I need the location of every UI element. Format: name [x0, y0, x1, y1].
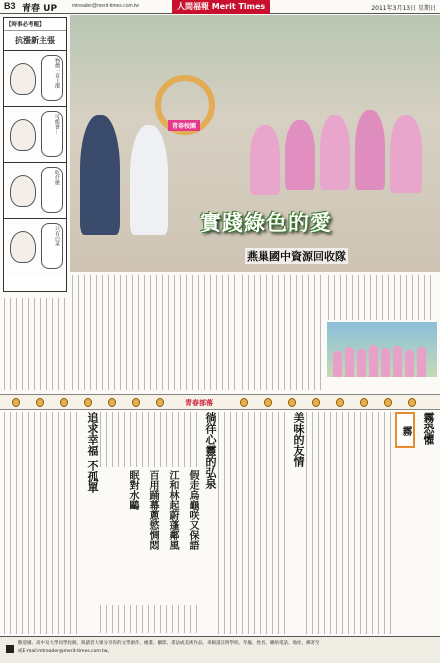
comic-panel — [4, 107, 66, 163]
comic-strip — [3, 17, 67, 292]
poem — [108, 470, 203, 600]
speech-bubble: 只有白菜 — [41, 223, 63, 269]
footer-line: 歡迎國、高中及大學同學投稿，與讀者大眾分享你的文學創作、繪畫、攝影、書法或美術作品。來稿請註明學校、年級、姓名、聯絡電話、地址，郵寄至 — [18, 641, 320, 646]
pig-icon — [312, 398, 320, 407]
character-figure — [10, 119, 36, 151]
speech-bubble: 吃什麼 — [41, 167, 63, 213]
section-tag: 青春校園 — [168, 120, 200, 131]
feature-subhead: 燕巢國中資源回收隊 — [247, 250, 346, 263]
speech-bubble: 物價一直上漲 — [41, 55, 63, 101]
pig-icon — [288, 398, 296, 407]
poem-line: 江和林起蔚蓬鄰風 — [167, 470, 178, 550]
page-number: B3 — [4, 1, 16, 11]
footer-line: 或E-mail:mtreader@merit-times.com.tw。 — [18, 649, 113, 654]
comic-title: 抗漲新主張 — [4, 31, 66, 51]
student-figure — [285, 120, 315, 190]
character-figure — [10, 231, 36, 263]
article-title: 霧恐懼 — [422, 412, 435, 445]
article-body — [4, 298, 68, 390]
student-figure — [320, 115, 350, 190]
student-figure — [250, 125, 280, 195]
student-figure — [381, 348, 390, 377]
header-email: mtreader@merit-times.com.tw — [72, 3, 140, 9]
speech-bubble: 可能會… — [41, 111, 63, 157]
article-title: 追求幸福 不孤單 — [86, 412, 99, 493]
pig-icon — [240, 398, 248, 407]
brand-logo: 人間福報 Merit Times — [172, 0, 270, 14]
student-figure — [369, 345, 378, 377]
article-title: 美味的友情 — [292, 412, 305, 467]
comic-panel — [4, 219, 66, 275]
article-body — [242, 275, 324, 390]
pig-icon — [336, 398, 344, 407]
student-figure — [333, 351, 342, 377]
group-photo — [327, 322, 437, 377]
pig-icon — [36, 398, 44, 407]
article-body — [328, 275, 436, 320]
student-figure — [130, 125, 168, 235]
submission-footer — [0, 636, 440, 663]
article-body — [156, 275, 238, 390]
article-body — [72, 275, 152, 390]
comic-panel — [4, 51, 66, 107]
student-figure — [345, 347, 354, 377]
pig-icon — [108, 398, 116, 407]
pig-icon — [264, 398, 272, 407]
article-body — [306, 412, 392, 634]
student-figure — [357, 349, 366, 377]
divider-title: 青春部落 — [182, 398, 216, 408]
character-figure — [10, 63, 36, 95]
character-figure — [10, 175, 36, 207]
article-title-box: 霧 — [395, 412, 415, 448]
student-figure — [393, 346, 402, 377]
article-body — [100, 605, 198, 633]
student-figure — [355, 110, 385, 190]
poem-line: 百用踊幕蔥慾惆悶 — [147, 470, 158, 550]
poem-line: 眠對水鷗 — [127, 470, 138, 510]
section-name: 青春 UP — [22, 4, 58, 14]
student-figure — [80, 115, 120, 235]
feature-headline: 實踐綠色的愛 — [200, 210, 332, 235]
pig-icon — [12, 398, 20, 407]
pig-icon — [360, 398, 368, 407]
article-body — [4, 412, 82, 634]
pig-icon — [408, 398, 416, 407]
article-body — [218, 412, 288, 634]
pig-icon — [84, 398, 92, 407]
bullet-icon — [6, 645, 14, 653]
student-figure — [405, 350, 414, 377]
issue-date: 2011年3月13日 星期日 — [371, 5, 436, 12]
article-title: 徜徉心靈的弘泉 — [204, 412, 217, 489]
pig-icon — [156, 398, 164, 407]
section-divider — [0, 394, 440, 410]
student-figure — [417, 347, 426, 377]
pig-icon — [60, 398, 68, 407]
comic-tag: 【時事必考題】 — [4, 18, 66, 31]
page-header — [0, 0, 440, 14]
poem-line: 假走烏龜咲又保語 — [187, 470, 198, 550]
article-body — [100, 412, 198, 467]
pig-icon — [384, 398, 392, 407]
comic-panel — [4, 163, 66, 219]
pig-icon — [132, 398, 140, 407]
student-figure — [390, 115, 422, 193]
